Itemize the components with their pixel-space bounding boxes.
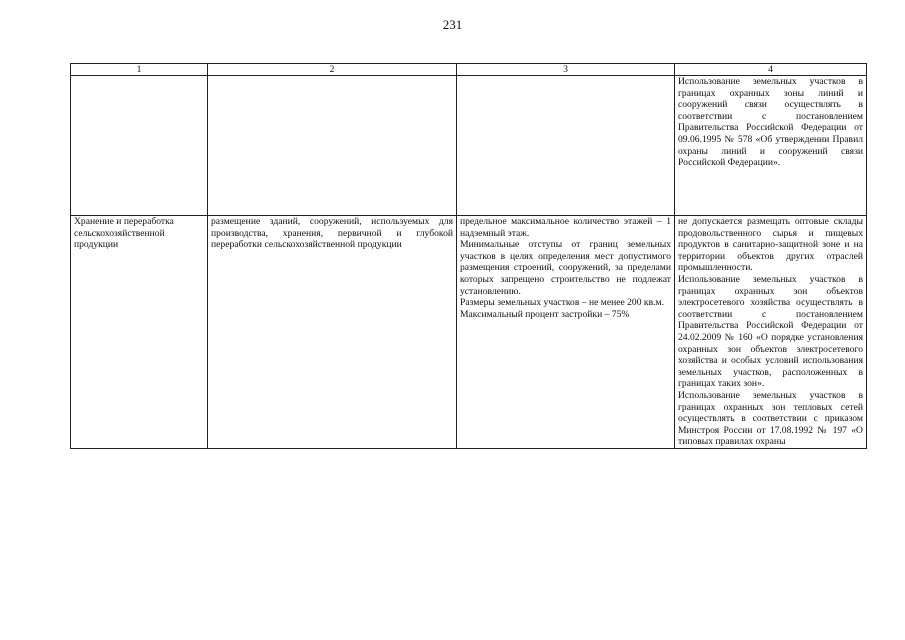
parameters-cell bbox=[457, 216, 675, 449]
parameter-paragraph: Минимальные отступы от границ земельных участков в целях определения мест допустимого размещения строений, сооружений, за пределами которых запрещено строительство не подлежат установлению. bbox=[460, 239, 671, 297]
regulations-table bbox=[70, 63, 867, 449]
page-number: 231 bbox=[442, 17, 463, 32]
table-row bbox=[71, 76, 867, 216]
restriction-paragraph: Использование земельных участков в границах охранных зон объектов электросетевого хозяйства осуществлять в соответствии с постановлением Правительства Российской Федерации от 24.02.2009 № 160 «О порядке установления охранных зон объектов электросетевого хозяйства и особых условий использования земельных участков, расположенных в границах таких зон». bbox=[678, 273, 863, 390]
column-header-1: 1 bbox=[71, 64, 208, 76]
parameter-paragraph: Размеры земельных участков – не менее 200 кв.м. bbox=[460, 297, 664, 309]
column-header-2: 2 bbox=[208, 64, 457, 76]
restriction-paragraph: Использование земельных участков в границах охранных зон тепловых сетей осуществлять в соответствии с приказом Минстроя России от 17.08.1992 № 197 «О типовых правилах охраны bbox=[678, 389, 863, 448]
parameter-paragraph: Максимальный процент застройки – 75% bbox=[460, 308, 630, 320]
restriction-paragraph: не допускается размещать оптовые склады продовольственного сырья и пищевых продуктов в санитарно-защитной зоне и на территории объектов других отраслей промышленности. bbox=[678, 216, 863, 274]
table-header-row bbox=[71, 64, 867, 76]
restrictions-cell bbox=[675, 216, 867, 449]
land-use-description-cell bbox=[208, 76, 457, 216]
land-use-name-cell bbox=[71, 76, 208, 216]
parameter-paragraph: предельное максимальное количество этажей – 1 надземный этаж. bbox=[460, 216, 671, 239]
land-use-name-cell: Хранение и переработка сельскохозяйственной продукции bbox=[71, 216, 208, 449]
restriction-paragraph: Использование земельных участков в границах охранных зоны линий и сооружений связи осуществлять в соответствии с постановлением Правительства Российской Федерации от 09.06.1995 № 578 «Об утверждении Правил охраны линий и сооружений связи Российской Федерации». bbox=[678, 76, 863, 169]
column-header-4: 4 bbox=[675, 64, 867, 76]
column-header-3: 3 bbox=[457, 64, 675, 76]
parameters-cell bbox=[457, 76, 675, 216]
table-row bbox=[71, 216, 867, 449]
land-use-description-cell: размещение зданий, сооружений, используемых для производства, хранения, первичной и глубокой переработки сельскохозяйственной продукции bbox=[208, 216, 457, 449]
restrictions-cell bbox=[675, 76, 867, 216]
